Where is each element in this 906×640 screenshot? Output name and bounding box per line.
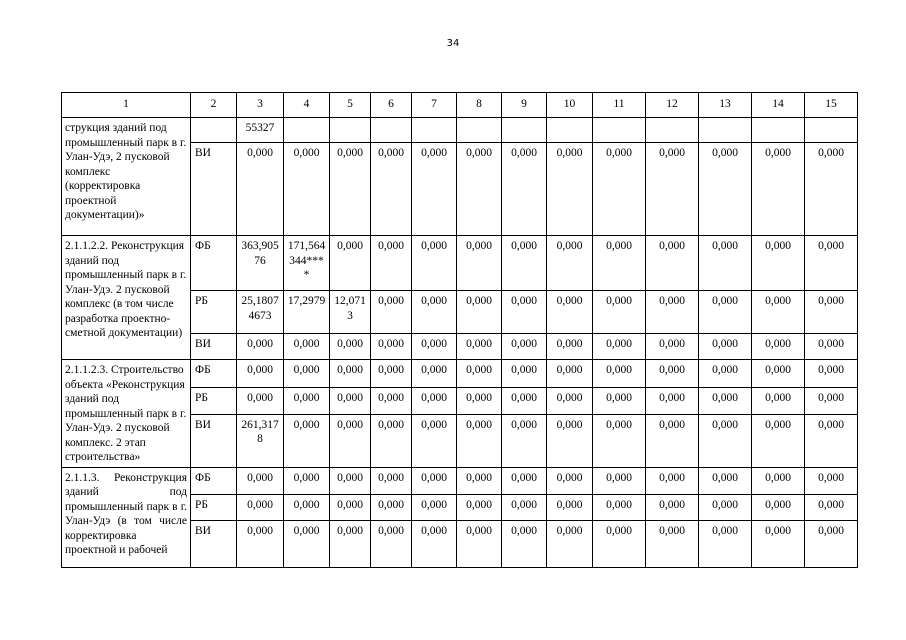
value-cell: 0,000 [547, 520, 593, 567]
value-cell: 0,000 [371, 520, 412, 567]
value-cell: 0,000 [646, 414, 699, 467]
value-cell: 0,000 [752, 520, 805, 567]
value-cell: 0,000 [547, 334, 593, 360]
table-row [62, 360, 858, 388]
value-cell: 17,2979 [284, 291, 330, 334]
value-cell [646, 118, 699, 143]
header-cell: 5 [330, 93, 371, 118]
value-cell: 0,000 [699, 360, 752, 388]
value-cell: 0,000 [699, 387, 752, 414]
header-cell: 15 [805, 93, 858, 118]
value-cell: 0,000 [457, 467, 502, 494]
header-cell: 4 [284, 93, 330, 118]
value-cell: 0,000 [371, 334, 412, 360]
value-cell: 0,000 [646, 291, 699, 334]
value-cell: 0,000 [371, 494, 412, 520]
value-cell: 0,000 [284, 143, 330, 236]
value-cell: 0,000 [699, 236, 752, 291]
value-cell: 0,000 [646, 494, 699, 520]
value-cell: 0,000 [457, 414, 502, 467]
value-cell: 0,000 [457, 334, 502, 360]
table-row [62, 118, 858, 143]
value-cell: 0,000 [237, 387, 284, 414]
value-cell: 0,000 [371, 143, 412, 236]
value-cell [457, 118, 502, 143]
value-cell [699, 118, 752, 143]
funding-source-cell: ФБ [191, 236, 237, 291]
header-cell: 2 [191, 93, 237, 118]
value-cell: 0,000 [752, 467, 805, 494]
value-cell [330, 118, 371, 143]
value-cell: 0,000 [502, 360, 547, 388]
value-cell: 0,000 [593, 520, 646, 567]
value-cell: 0,000 [752, 387, 805, 414]
value-cell: 0,000 [547, 236, 593, 291]
funding-source-cell [191, 118, 237, 143]
table-row [62, 467, 858, 494]
value-cell: 0,000 [593, 291, 646, 334]
funding-source-cell: ВИ [191, 334, 237, 360]
value-cell: 0,000 [752, 143, 805, 236]
value-cell: 0,000 [593, 360, 646, 388]
value-cell: 0,000 [284, 334, 330, 360]
value-cell: 55327 [237, 118, 284, 143]
value-cell: 0,000 [237, 467, 284, 494]
value-cell: 0,000 [752, 334, 805, 360]
value-cell: 0,000 [646, 334, 699, 360]
value-cell: 0,000 [646, 520, 699, 567]
value-cell: 0,000 [646, 467, 699, 494]
value-cell: 0,000 [330, 360, 371, 388]
header-cell: 9 [502, 93, 547, 118]
item-name-cell: 2.1.1.2.3. Строительство объекта «Реконструкция зданий под промышленный парк в г. Улан-Удэ. 2 пусковой комплекс. 2 этап строительства» [62, 360, 191, 468]
value-cell: 0,000 [805, 387, 858, 414]
value-cell: 0,000 [805, 520, 858, 567]
value-cell [752, 118, 805, 143]
value-cell: 0,000 [371, 291, 412, 334]
value-cell: 0,000 [593, 143, 646, 236]
header-cell: 6 [371, 93, 412, 118]
header-cell: 7 [412, 93, 457, 118]
value-cell: 0,000 [330, 236, 371, 291]
value-cell: 0,000 [752, 236, 805, 291]
value-cell: 0,000 [547, 291, 593, 334]
value-cell: 0,000 [412, 291, 457, 334]
header-row [62, 93, 858, 118]
value-cell: 0,000 [457, 520, 502, 567]
value-cell: 0,000 [457, 291, 502, 334]
value-cell: 0,000 [457, 387, 502, 414]
value-cell: 0,000 [547, 360, 593, 388]
value-cell: 0,000 [237, 360, 284, 388]
value-cell: 0,000 [412, 520, 457, 567]
header-cell: 3 [237, 93, 284, 118]
value-cell: 0,000 [502, 414, 547, 467]
value-cell: 0,000 [805, 360, 858, 388]
value-cell: 0,000 [371, 360, 412, 388]
value-cell: 0,000 [412, 143, 457, 236]
value-cell: 0,000 [699, 494, 752, 520]
value-cell: 0,000 [547, 494, 593, 520]
value-cell [284, 118, 330, 143]
value-cell: 0,000 [284, 467, 330, 494]
value-cell: 0,000 [502, 291, 547, 334]
funding-source-cell: ВИ [191, 414, 237, 467]
value-cell: 0,000 [284, 520, 330, 567]
value-cell: 0,000 [502, 494, 547, 520]
value-cell: 0,000 [805, 334, 858, 360]
value-cell: 0,000 [699, 520, 752, 567]
value-cell: 0,000 [502, 236, 547, 291]
value-cell: 0,000 [330, 467, 371, 494]
item-name-cell: 2.1.1.2.2. Реконструкция зданий под промышленный парк в г. Улан-Удэ. 2 пусковой комплекс (в том числе разработка проектно-сметной документации) [62, 236, 191, 360]
value-cell: 0,000 [593, 467, 646, 494]
value-cell: 0,000 [412, 236, 457, 291]
header-cell: 11 [593, 93, 646, 118]
value-cell: 0,000 [412, 360, 457, 388]
value-cell: 363,90576 [237, 236, 284, 291]
value-cell: 0,000 [330, 143, 371, 236]
value-cell [502, 118, 547, 143]
value-cell: 0,000 [646, 387, 699, 414]
value-cell: 0,000 [237, 520, 284, 567]
value-cell: 0,000 [699, 334, 752, 360]
header-cell: 14 [752, 93, 805, 118]
value-cell: 0,000 [371, 236, 412, 291]
funding-source-cell: ФБ [191, 360, 237, 388]
value-cell: 0,000 [593, 494, 646, 520]
value-cell: 0,000 [805, 236, 858, 291]
value-cell: 0,000 [699, 467, 752, 494]
header-cell: 1 [62, 93, 191, 118]
value-cell: 0,000 [752, 414, 805, 467]
value-cell: 25,18074673 [237, 291, 284, 334]
value-cell: 0,000 [752, 494, 805, 520]
funding-source-cell: РБ [191, 387, 237, 414]
value-cell: 0,000 [237, 334, 284, 360]
value-cell: 0,000 [330, 520, 371, 567]
table-row [62, 236, 858, 291]
value-cell: 0,000 [699, 291, 752, 334]
funding-source-cell: ВИ [191, 143, 237, 236]
item-name-cell: струкция зданий под промышленный парк в г. Улан-Удэ, 2 пусковой комплекс (корректировка проектной документации)» [62, 118, 191, 236]
value-cell: 0,000 [699, 414, 752, 467]
item-name-cell: 2.1.1.3. Реконструкция зданий под промышленный парк в г. Улан-Удэ (в том числе корректировка проектной и рабочей [62, 467, 191, 567]
value-cell: 0,000 [646, 360, 699, 388]
value-cell: 0,000 [371, 387, 412, 414]
value-cell: 0,000 [284, 360, 330, 388]
value-cell: 0,000 [646, 236, 699, 291]
value-cell: 0,000 [752, 291, 805, 334]
value-cell: 0,000 [237, 143, 284, 236]
value-cell: 0,000 [330, 334, 371, 360]
value-cell: 0,000 [457, 360, 502, 388]
header-cell: 10 [547, 93, 593, 118]
value-cell: 0,000 [752, 360, 805, 388]
value-cell: 0,000 [805, 494, 858, 520]
value-cell: 0,000 [593, 387, 646, 414]
header-cell: 12 [646, 93, 699, 118]
value-cell: 0,000 [593, 334, 646, 360]
value-cell: 261,3178 [237, 414, 284, 467]
value-cell: 0,000 [502, 143, 547, 236]
value-cell: 0,000 [547, 143, 593, 236]
value-cell: 0,000 [330, 387, 371, 414]
value-cell [805, 118, 858, 143]
value-cell: 0,000 [237, 494, 284, 520]
value-cell: 0,000 [371, 467, 412, 494]
funding-source-cell: ВИ [191, 520, 237, 567]
value-cell: 0,000 [330, 494, 371, 520]
value-cell: 0,000 [457, 494, 502, 520]
value-cell: 12,0713 [330, 291, 371, 334]
value-cell: 0,000 [547, 467, 593, 494]
funding-source-cell: РБ [191, 291, 237, 334]
value-cell: 0,000 [547, 387, 593, 414]
value-cell: 0,000 [412, 334, 457, 360]
value-cell: 0,000 [284, 387, 330, 414]
budget-table [61, 92, 858, 568]
value-cell: 0,000 [284, 414, 330, 467]
funding-source-cell: ФБ [191, 467, 237, 494]
header-cell: 8 [457, 93, 502, 118]
value-cell: 0,000 [593, 236, 646, 291]
value-cell: 0,000 [371, 414, 412, 467]
value-cell [371, 118, 412, 143]
value-cell [412, 118, 457, 143]
value-cell: 171,564344**** [284, 236, 330, 291]
value-cell: 0,000 [805, 467, 858, 494]
value-cell: 0,000 [805, 143, 858, 236]
header-cell: 13 [699, 93, 752, 118]
value-cell: 0,000 [284, 494, 330, 520]
value-cell: 0,000 [502, 334, 547, 360]
value-cell: 0,000 [457, 143, 502, 236]
value-cell: 0,000 [412, 414, 457, 467]
page-number: 34 [446, 38, 460, 49]
funding-source-cell: РБ [191, 494, 237, 520]
value-cell: 0,000 [805, 414, 858, 467]
value-cell: 0,000 [412, 387, 457, 414]
value-cell: 0,000 [412, 494, 457, 520]
value-cell: 0,000 [805, 291, 858, 334]
value-cell: 0,000 [502, 387, 547, 414]
value-cell: 0,000 [699, 143, 752, 236]
value-cell: 0,000 [502, 467, 547, 494]
value-cell: 0,000 [412, 467, 457, 494]
value-cell: 0,000 [593, 414, 646, 467]
value-cell: 0,000 [457, 236, 502, 291]
value-cell: 0,000 [646, 143, 699, 236]
value-cell [547, 118, 593, 143]
value-cell: 0,000 [547, 414, 593, 467]
value-cell: 0,000 [502, 520, 547, 567]
value-cell: 0,000 [330, 414, 371, 467]
value-cell [593, 118, 646, 143]
